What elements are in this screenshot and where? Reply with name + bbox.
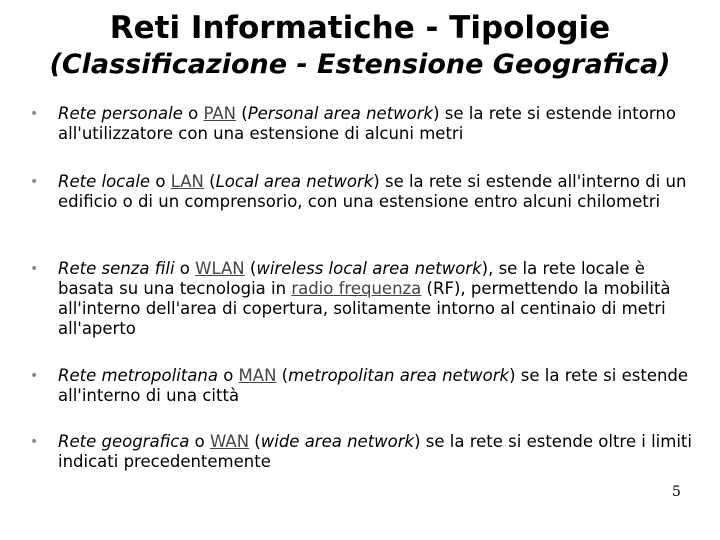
list-item-wlan: • Rete senza fili o WLAN (wireless local area network), se la rete locale è basata su una tecnologia in radio frequenza (RF), permettendo la mobilità all'interno dell'area di copertura, solitamente intorno al centinaio di metri all'aperto bbox=[30, 259, 671, 338]
abbr-link[interactable]: PAN bbox=[203, 104, 237, 123]
bullet-icon: • bbox=[30, 368, 39, 384]
list-item-lan: • Rete locale o LAN (Local area network) se la rete si estende all'interno di un edificio o di un comprensorio, con una estensione entro alcuni chilometri bbox=[30, 172, 687, 211]
term: Rete personale bbox=[58, 104, 183, 123]
expansion: Personal area network bbox=[247, 104, 434, 123]
slide-subtitle: (Classificazione - Estensione Geografica) bbox=[49, 49, 671, 80]
bullet-icon: • bbox=[30, 174, 39, 190]
list-item-man: • Rete metropolitana o MAN (metropolitan area network) se la rete si estende all'interno di una città bbox=[30, 366, 689, 405]
abbr-link[interactable]: WAN bbox=[210, 432, 250, 451]
term: Rete geografica bbox=[58, 432, 190, 451]
list-item-pan: • Rete personale o PAN (Personal area network) se la rete si estende intorno all'utilizzatore con una estensione di alcuni metri bbox=[30, 104, 676, 143]
expansion: Local area network bbox=[215, 172, 374, 191]
term: Rete locale bbox=[58, 172, 151, 191]
term: Rete senza fili bbox=[58, 259, 175, 278]
radio-frequency-link[interactable]: radio frequenza bbox=[291, 279, 422, 298]
expansion: metropolitan area network bbox=[288, 366, 510, 385]
expansion: wide area network bbox=[260, 432, 415, 451]
page-number: 5 bbox=[672, 484, 681, 500]
abbr-link[interactable]: MAN bbox=[238, 366, 277, 385]
term: Rete metropolitana bbox=[58, 366, 218, 385]
list-item-wan: • Rete geografica o WAN (wide area network) se la rete si estende oltre i limiti indicati precedentemente bbox=[30, 432, 692, 471]
bullet-icon: • bbox=[30, 434, 39, 450]
slide-title: Reti Informatiche - Tipologie bbox=[109, 10, 611, 46]
abbr-link[interactable]: WLAN bbox=[195, 259, 245, 278]
abbr-link[interactable]: LAN bbox=[170, 172, 204, 191]
expansion: wireless local area network bbox=[256, 259, 482, 278]
bullet-icon: • bbox=[30, 261, 39, 277]
bullet-icon: • bbox=[30, 106, 39, 122]
